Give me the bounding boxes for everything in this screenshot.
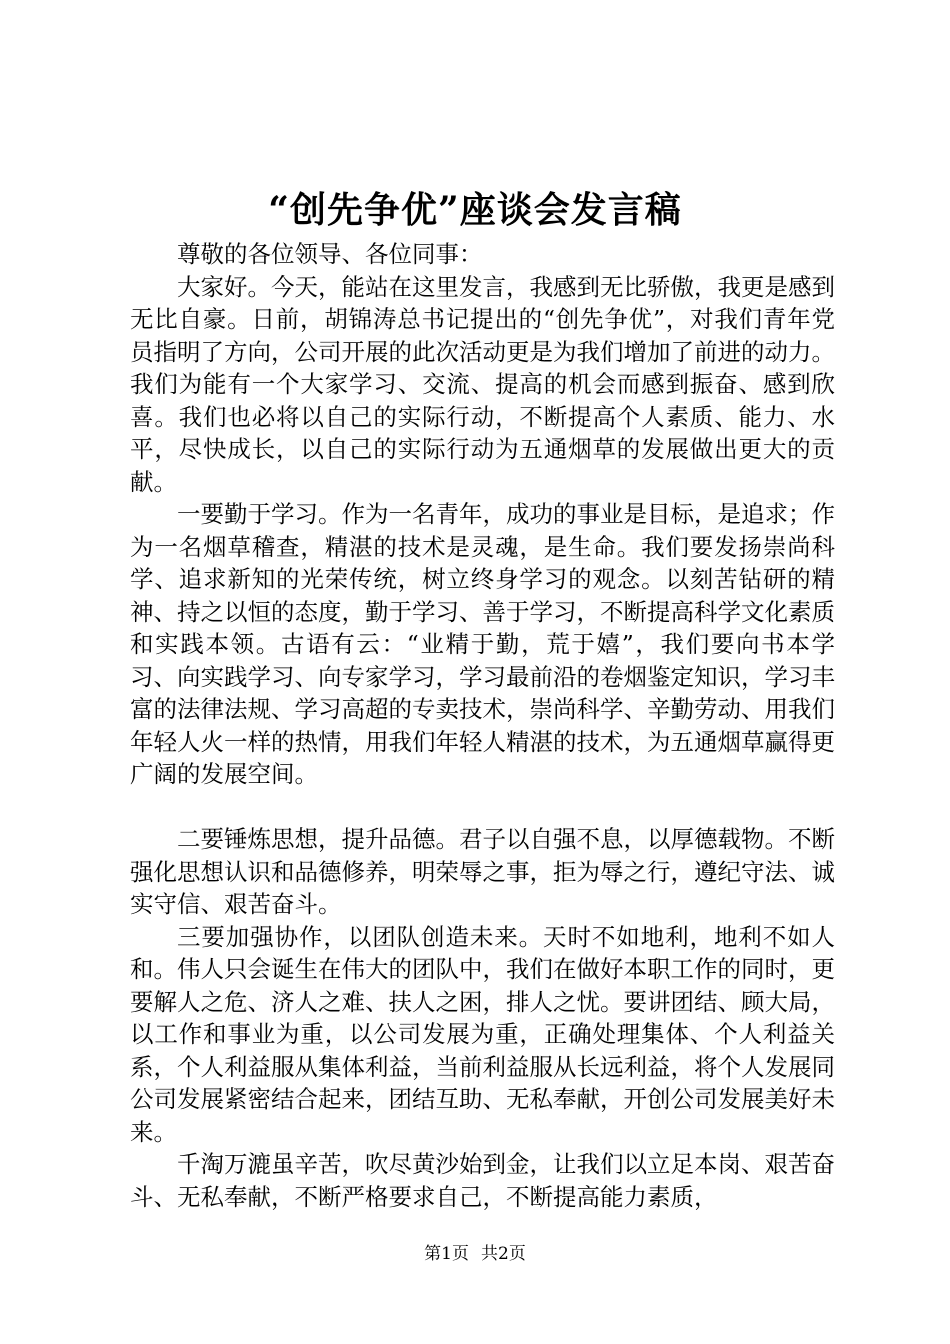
page-number: 第1页 [424,1244,469,1264]
page-total: 共2页 [481,1244,526,1264]
document-body [130,238,835,1213]
paragraph-morality: 二要锤炼思想，提升品德。君子以自强不息，以厚德载物。不断强化思想认识和品德修养，明荣辱之事，拒为辱之行，遵纪守法、诚实守信、艰苦奋斗。 [130,825,835,918]
paragraph-intro: 大家好。今天，能站在这里发言，我感到无比骄傲，我更是感到无比自豪。日前，胡锦涛总书记提出的“创先争优”，对我们青年党员指明了方向，公司开展的此次活动更是为我们增加了前进的动力。我们为能有一个大家学习、交流、提高的机会而感到振奋、感到欣喜。我们也必将以自己的实际行动，不断提高个人素质、能力、水平，尽快成长，以自己的实际行动为五通烟草的发展做出更大的贡献。 [130,272,835,496]
page-footer [0,1242,950,1266]
paragraph-closing: 千淘万漉虽辛苦，吹尽黄沙始到金，让我们以立足本岗、艰苦奋斗、无私奉献，不断严格要求自己，不断提高能力素质， [130,1150,835,1211]
paragraph-teamwork: 三要加强协作，以团队创造未来。天时不如地利，地利不如人和。伟人只会诞生在伟大的团队中，我们在做好本职工作的同时，更要解人之危、济人之难、扶人之困，排人之忧。要讲团结、顾大局，以工作和事业为重，以公司发展为重，正确处理集体、个人利益关系，个人利益服从集体利益，当前利益服从长远利益，将个人发展同公司发展紧密结合起来，团结互助、无私奉献，开创公司发展美好未来。 [130,922,835,1146]
paragraph-study: 一要勤于学习。作为一名青年，成功的事业是目标，是追求；作为一名烟草稽查，精湛的技术是灵魂，是生命。我们要发扬崇尚科学、追求新知的光荣传统，树立终身学习的观念。以刻苦钻研的精神、持之以恒的态度，勤于学习、善于学习，不断提高科学文化素质和实践本领。古语有云：“业精于勤，荒于嬉”，我们要向书本学习、向实践学习、向专家学习，学习最前沿的卷烟鉴定知识，学习丰富的法律法规、学习高超的专卖技术，崇尚科学、辛勤劳动、用我们年轻人火一样的热情，用我们年轻人精湛的技术，为五通烟草赢得更广阔的发展空间。 [130,500,835,788]
salutation: 尊敬的各位领导、各位同事： [177,240,483,268]
page-title: “创先争优”座谈会发言稿 [268,189,682,231]
